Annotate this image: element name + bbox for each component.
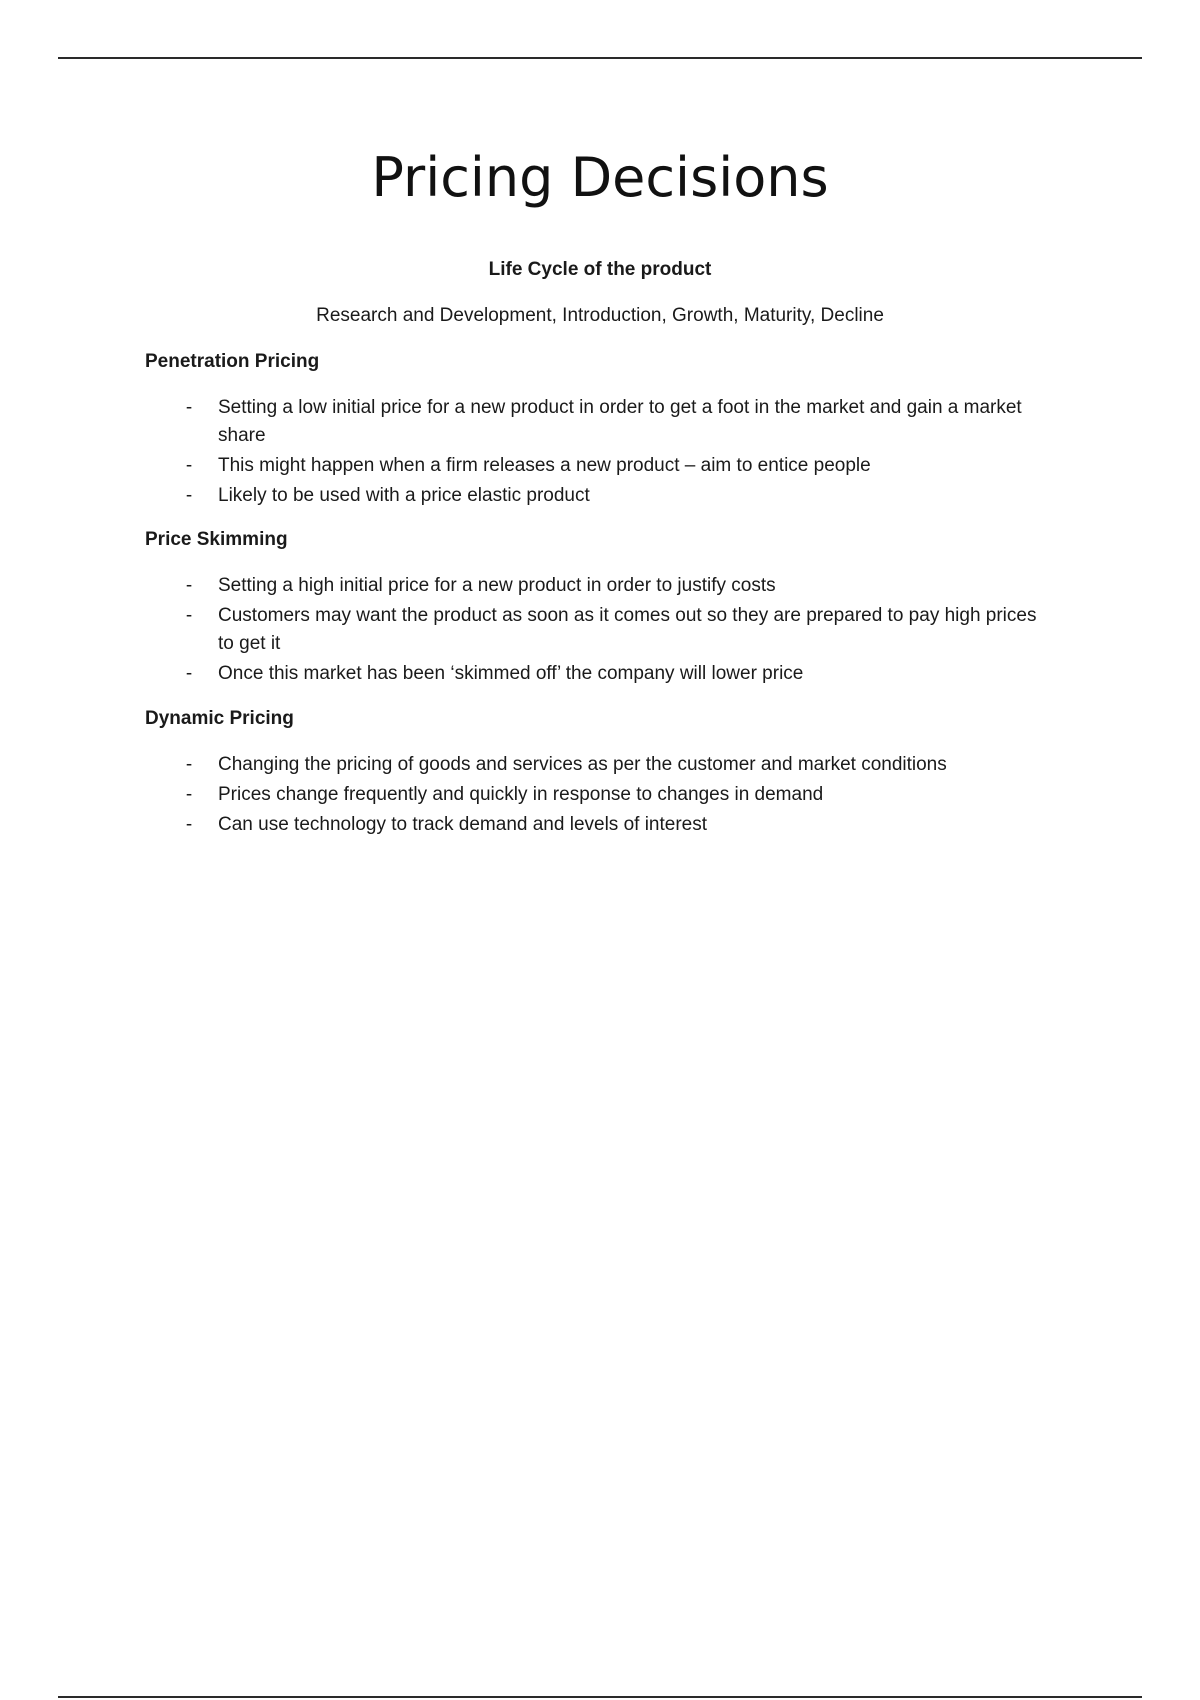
bullet-dash: -	[185, 814, 193, 835]
bullet-dash: -	[185, 485, 193, 506]
list-item	[145, 811, 1045, 839]
list-item-text: Setting a low initial price for a new product in order to get a foot in the market and gain a market share	[218, 397, 1022, 446]
list-item	[145, 602, 1045, 658]
list-item-text: Can use technology to track demand and levels of interest	[218, 814, 708, 835]
document-title: Pricing Decisions	[371, 146, 829, 209]
document-subtitle: Life Cycle of the product	[488, 259, 712, 280]
bullet-dash: -	[185, 663, 193, 684]
bullet-list	[145, 572, 1045, 688]
list-item-text: Setting a high initial price for a new product in order to justify costs	[218, 575, 776, 596]
section-heading: Price Skimming	[145, 529, 288, 550]
list-item	[145, 781, 1045, 809]
header-rule	[58, 57, 1142, 59]
bullet-list	[145, 751, 1045, 839]
section-price-skimming	[145, 527, 1045, 690]
bullet-dash: -	[185, 605, 193, 626]
bullet-dash: -	[185, 784, 193, 805]
section-penetration-pricing	[145, 349, 1045, 512]
section-heading: Dynamic Pricing	[145, 708, 294, 729]
list-item	[145, 572, 1045, 600]
footer-rule	[58, 1696, 1142, 1698]
bullet-dash: -	[185, 754, 193, 775]
section-dynamic-pricing	[145, 706, 1045, 841]
list-item	[145, 394, 1045, 450]
list-item-text: Likely to be used with a price elastic product	[218, 485, 590, 506]
bullet-dash: -	[185, 575, 193, 596]
list-item	[145, 751, 1045, 779]
section-heading: Penetration Pricing	[145, 351, 320, 372]
list-item	[145, 452, 1045, 480]
list-item	[145, 482, 1045, 510]
list-item-text: This might happen when a firm releases a new product – aim to entice people	[218, 455, 871, 476]
life-cycle-stages: Research and Development, Introduction, Growth, Maturity, Decline	[316, 305, 884, 326]
list-item-text: Customers may want the product as soon as it comes out so they are prepared to pay high prices to get it	[218, 605, 1037, 654]
list-item-text: Prices change frequently and quickly in response to changes in demand	[218, 784, 824, 805]
bullet-dash: -	[185, 455, 193, 476]
list-item	[145, 660, 1045, 688]
bullet-dash: -	[185, 397, 193, 418]
list-item-text: Once this market has been ‘skimmed off’ the company will lower price	[218, 663, 804, 684]
list-item-text: Changing the pricing of goods and services as per the customer and market conditions	[218, 754, 947, 775]
bullet-list	[145, 394, 1045, 510]
